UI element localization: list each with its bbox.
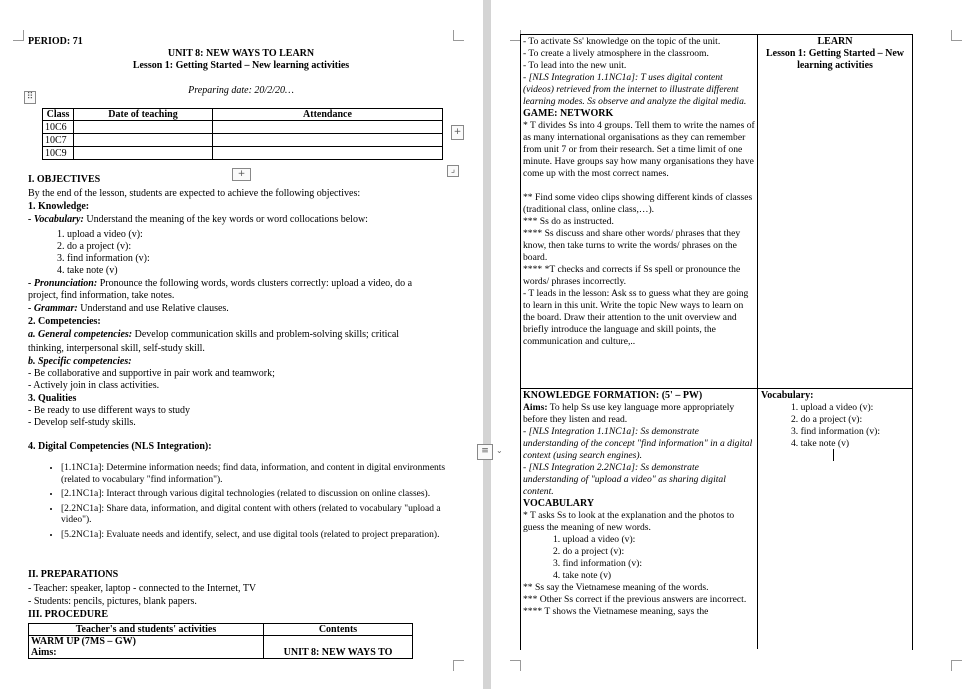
vocabulary-heading: VOCABULARY [523, 498, 595, 509]
pron-label: - Pronunciation: [28, 278, 98, 289]
table-row [29, 636, 413, 659]
activities-header: Teacher's and students' activities [29, 624, 264, 636]
grammar-text: Understand and use Relative clauses. [77, 303, 229, 314]
row-divider [520, 388, 912, 389]
add-column-icon[interactable]: + [451, 125, 464, 140]
procedure-table [28, 623, 413, 659]
unit-title: UNIT 8: NEW WAYS TO LEARN [167, 48, 315, 59]
general-competencies-2: thinking, interpersonal skill, self-study skill. [28, 343, 205, 354]
list-item: - To create a lively atmosphere in the classroom. [523, 48, 709, 59]
lesson-title: Lesson 1: Getting Started – New learning activities [132, 60, 350, 71]
list-item: - Teacher: speaker, laptop - connected to the Internet, TV [28, 583, 257, 594]
vocabulary-label: Vocabulary: [761, 390, 814, 401]
content-cell[interactable]: UNIT 8: NEW WAYS TO [264, 636, 413, 659]
table-row [43, 121, 443, 134]
class-header: Class [43, 109, 74, 121]
date-cell[interactable] [74, 134, 213, 147]
vocab-label: - Vocabulary: [28, 214, 84, 225]
list-item: 1. upload a video (v): [553, 534, 636, 545]
kf-aims-text: To help Ss use key language more appropriately before they listen and read. [523, 402, 735, 425]
margin-mark [510, 660, 521, 671]
list-item: • [5.2NC1a]: Evaluate needs and identify, select, and use digital tools (related to project preparation). [61, 530, 458, 542]
nls-note: - [NLS Integration 1.1NC1a]: T uses digital content (videos) retrieved from the internet to illustrate different learning modes. Ss observe and analyze the digital media. [523, 72, 747, 107]
pron-text: Pronounce the following words, words clusters correctly: upload a video, do a [97, 278, 413, 289]
kf-aims-label: Aims: [523, 402, 548, 413]
knowledge-formation-activities[interactable] [523, 390, 755, 618]
list-item: 3. find information (v): [57, 253, 150, 264]
general-text: Develop communication skills and problem-solving skills; critical [132, 329, 400, 340]
chevron-down-icon[interactable]: ⌄ [496, 446, 503, 455]
list-item: 1. upload a video (v): [791, 402, 874, 413]
list-item: • [1.1NC1a]: Determine information needs; find data, information, and content in digital environments (related to vocabulary "find information"). [61, 463, 458, 486]
list-item: - To lead into the new unit. [523, 60, 627, 71]
preparing-date: Preparing date: 20/2/20… [188, 85, 294, 96]
add-row-icon[interactable]: + [232, 168, 251, 181]
digital-competency-list [48, 463, 458, 544]
knowledge-heading: 1. Knowledge: [28, 201, 90, 212]
list-item: - Be collaborative and supportive in pair work and teamwork; [28, 368, 275, 379]
activity-cell[interactable] [29, 636, 264, 659]
list-item: 3. find information (v): [791, 426, 880, 437]
list-item: 2. do a project (v): [57, 241, 132, 252]
list-item: 4. take note (v) [553, 570, 612, 581]
list-item: - To activate Ss' knowledge on the topic of the unit. [523, 36, 721, 47]
table-move-icon[interactable]: ⠿ [24, 91, 36, 104]
list-item: - Actively join in class activities. [28, 380, 160, 391]
page-gutter [483, 0, 491, 689]
videos-text: ** Find some video clips showing different kinds of classes (traditional class, online class,…). [523, 192, 753, 215]
margin-mark [951, 660, 962, 671]
vocab-instruction: * T asks Ss to look at the explanation and the photos to guess the meaning of new words. [523, 510, 735, 533]
kf-aims [523, 402, 755, 426]
procedure-heading: III. PROCEDURE [28, 609, 109, 620]
nls-note: - [NLS Integration 2.2NC1a]: Ss demonstrate understanding of "upload a video" as sharing digital content. [523, 462, 726, 497]
ss-discuss-text: **** Ss discuss and share other words/ phrases that they know, then take turns to write the words/ phrases on the board. [523, 228, 741, 263]
vocabulary-line [28, 214, 368, 226]
list-item: - Develop self-study skills. [28, 417, 136, 428]
attendance-cell[interactable] [213, 121, 443, 134]
margin-mark [951, 30, 962, 41]
attendance-cell[interactable] [213, 147, 443, 160]
attendance-cell[interactable] [213, 134, 443, 147]
warmup-activities[interactable] [523, 36, 755, 348]
list-item: • [2.1NC1a]: Interact through various digital technologies (related to discussion on online classes). [61, 489, 458, 501]
preparations-heading: II. PREPARATIONS [28, 569, 119, 580]
document-page-left [0, 0, 483, 689]
contents-header: Contents [264, 624, 413, 636]
margin-mark [13, 30, 24, 41]
list-item: 2. do a project (v): [791, 414, 863, 425]
column-divider [757, 34, 758, 649]
pronunciation-line-2: project, find information, take notes. [28, 290, 175, 301]
learn-content[interactable] [761, 36, 909, 72]
digital-heading: 4. Digital Competencies (NLS Integration): [28, 441, 212, 452]
margin-mark [453, 660, 464, 671]
t-leads-text: - T leads in the lesson: Ask ss to guess what they are going to learn in this unit. Write the topic New ways to learn on the board. Draw their attention to the unit overview and briefly introduce the language and skill points, the communication and culture,.. [523, 288, 749, 347]
period-label: PERIOD: 71 [28, 36, 83, 47]
objectives-heading: I. OBJECTIVES [28, 174, 101, 185]
list-item: 3. find information (v): [553, 558, 642, 569]
lesson-label: Lesson 1: Getting Started – New learning activities [765, 48, 905, 71]
t-checks-text: **** *T checks and corrects if Ss spell or pronounce the words/ phrases incorrectly. [523, 264, 741, 287]
date-header: Date of teaching [74, 109, 213, 121]
other-ss-text: *** Other Ss correct if the previous answers are incorrect. [523, 594, 747, 605]
grammar-label: - Grammar: [28, 303, 78, 314]
list-item: 2. do a project (v): [553, 546, 625, 557]
class-cell[interactable]: 10C7 [43, 134, 74, 147]
class-table [42, 108, 443, 160]
list-item: 4. take note (v) [791, 438, 850, 449]
grammar-line [28, 303, 229, 315]
aims-label: Aims: [31, 647, 57, 658]
text-cursor-icon [833, 449, 834, 461]
table-row [43, 147, 443, 160]
qualities-heading: 3. Qualities [28, 393, 77, 404]
general-label: a. General competencies: [28, 329, 133, 340]
date-cell[interactable] [74, 147, 213, 160]
date-cell[interactable] [74, 121, 213, 134]
list-item: - Be ready to use different ways to study [28, 405, 190, 416]
list-item: - Students: pencils, pictures, blank papers. [28, 596, 197, 607]
attendance-header: Attendance [213, 109, 443, 121]
vocabulary-content[interactable] [761, 390, 909, 450]
game-text: * T divides Ss into 4 groups. Tell them to write the names of as many international organisations as they can remember from unit 7 or from their research. Set a time limit of one minute. Have groups say how many organisations they have come up with the most correct names. [523, 120, 755, 179]
pronunciation-line [28, 278, 412, 290]
table-row [43, 134, 443, 147]
kf-heading: KNOWLEDGE FORMATION: (5' – PW) [523, 390, 703, 401]
warmup-label: WARM UP (7MS – GW) [31, 636, 136, 647]
table-resize-icon[interactable]: ⌟ [447, 165, 459, 177]
general-competencies [28, 329, 399, 341]
ss-do-text: *** Ss do as instructed. [523, 216, 614, 227]
game-heading: GAME: NETWORK [523, 108, 614, 119]
competencies-heading: 2. Competencies: [28, 316, 101, 327]
class-cell[interactable]: 10C6 [43, 121, 74, 134]
list-item: 4. take note (v) [57, 265, 118, 276]
learn-label: LEARN [817, 36, 853, 47]
class-cell[interactable]: 10C9 [43, 147, 74, 160]
nls-note: - [NLS Integration 1.1NC1a]: Ss demonstrate understanding of the concept "find information" in a digital context (using search engines). [523, 426, 753, 461]
layout-options-icon[interactable]: ≡ [477, 444, 493, 460]
objectives-intro: By the end of the lesson, students are expected to achieve the following objectives: [28, 188, 361, 199]
list-item: • [2.2NC1a]: Share data, information, and digital content with others (related to vocabulary "upload a video"). [61, 504, 458, 527]
margin-mark [453, 30, 464, 41]
vocab-text: Understand the meaning of the key words or word collocations below: [83, 214, 368, 225]
list-item: 1. upload a video (v): [57, 229, 143, 240]
ss-say-text: ** Ss say the Vietnamese meaning of the words. [523, 582, 709, 593]
specific-label: b. Specific competencies: [28, 356, 132, 367]
document-page-right [481, 0, 976, 689]
t-shows-text: **** T shows the Vietnamese meaning, says the [523, 606, 709, 617]
